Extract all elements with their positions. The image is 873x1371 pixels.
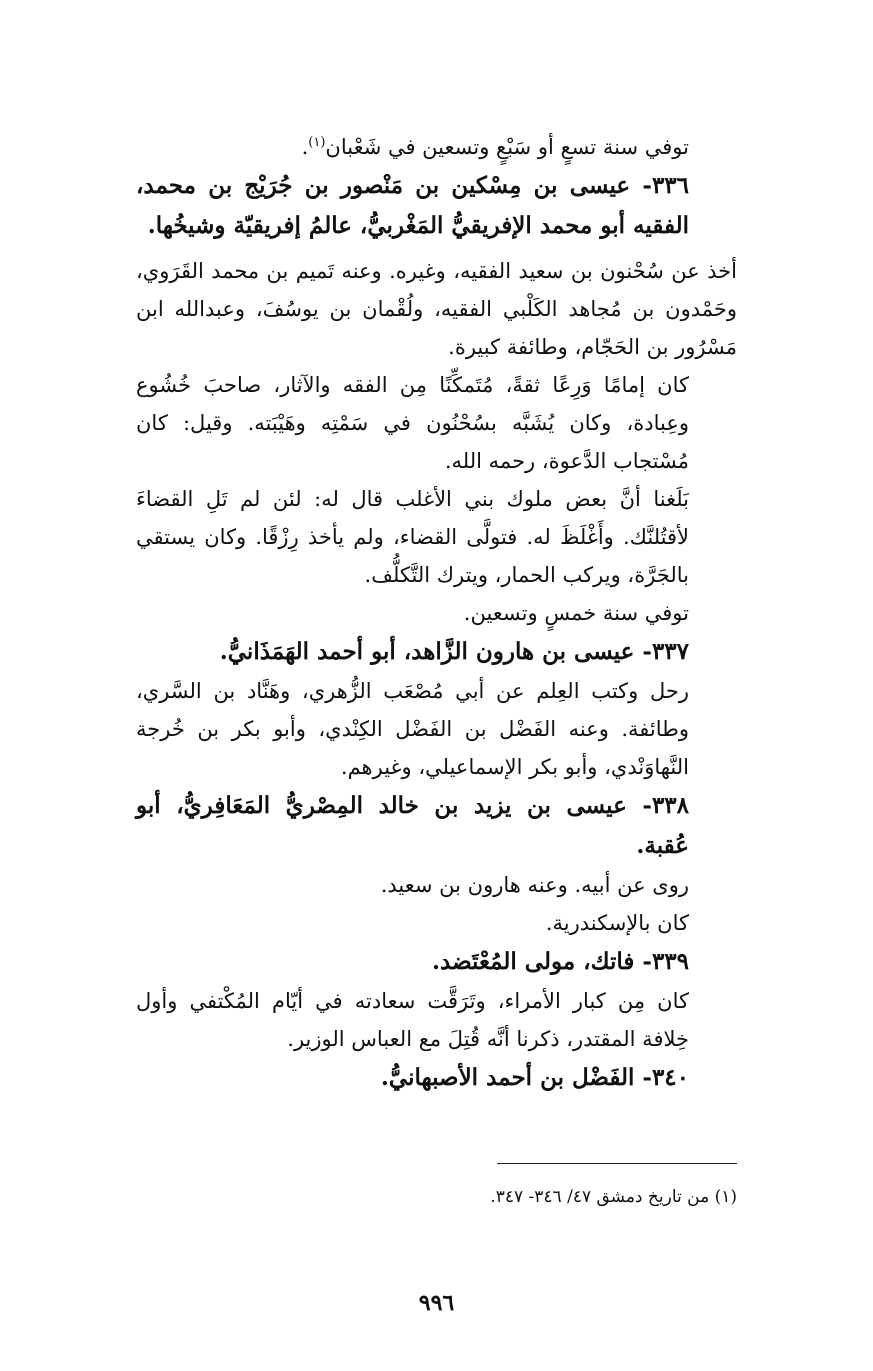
footnote: (١) من تاريخ دمشق ٤٧/ ٣٤٦- ٣٤٧. — [490, 1187, 737, 1207]
entry-338-para-1: روى عن أبيه. وعنه هارون بن سعيد. — [380, 873, 689, 897]
intro-end: . — [301, 135, 309, 159]
entry-336-para-3: بَلَغنا أنَّ بعض ملوك بني الأغلب قال له: لئن لم تَلِ القضاءَ لأقتُلنَّك. وأَغْلَظَ له. فتولَّى القضاء، ولم يأخذ رِزْقًا. وكان يستقي بالجَرَّة، ويركب الحمار، ويترك التَّكلُّف. — [136, 487, 689, 587]
entry-336-para-1: أخذ عن سُحْنون بن سعيد الفقيه، وغيره. وعنه تَميم بن محمد القَرَوي، وحَمْدون بن مُجاهد الكَلْبي الفقيه، ولُقْمان بن يوسُفَ، وعبدالله ابن مَسْرُور بن الحَجّام، وطائفة كبيرة. — [136, 259, 737, 359]
entry-337-para-1: رحل وكتب العِلم عن أبي مُصْعَب الزُّهري، وهَنَّاد بن السَّري، وطائفة. وعنه الفَضْل بن الفَضْل الكِنْدي، وأبو بكر بن خُرجة النَّهاوَنْدي، وأبو بكر الإسماعيلي، وغيرهم. — [136, 679, 689, 779]
entry-339-title: ٣٣٩- فاتك، مولى المُعْتَضد. — [432, 948, 689, 975]
entry-336-para-2: كان إمامًا وَرِعًا ثقةً، مُتَمكِّنًا مِن الفقه والآثار، صاحبَ خُشُوع وعِبادة، وكان يُشَبَّه بسُحْنُون في سَمْتِه وهَيْبَته. وقيل: كان مُسْتجاب الدَّعوة، رحمه الله. — [136, 373, 689, 473]
main-text — [136, 128, 737, 1098]
intro-text: توفي سنة تسعٍ أو سَبْعٍ وتسعين في شَعْبان — [325, 135, 689, 159]
entry-338-para-2: كان بالإسكندرية. — [545, 911, 689, 935]
page-number: ٩٩٦ — [418, 1290, 455, 1316]
footnote-ref: (١) — [308, 135, 326, 150]
entry-338-title: ٣٣٨- عيسى بن يزيد بن خالد المِصْريُّ المَعَافِريُّ، أبو عُقبة. — [136, 792, 689, 859]
entry-339-para-1: كان مِن كبار الأمراء، وتَرَقَّت سعادته في أيّام المُكْتفي وأول خِلافة المقتدر، ذكرنا أنَّه قُتِلَ مع العباس الوزير. — [136, 989, 689, 1051]
intro-line — [136, 128, 737, 166]
entry-340-title: ٣٤٠- الفَضْل بن أحمد الأصبهانيُّ. — [380, 1064, 689, 1091]
entry-336-title: ٣٣٦- عيسى بن مِسْكين بن مَنْصور بن جُرَيْج بن محمد، الفقيه أبو محمد الإفريقيُّ المَغْربيُّ، عالمُ إفريقيّة وشيخُها. — [136, 172, 689, 239]
entry-336-para-4: توفي سنة خمسٍ وتسعين. — [463, 601, 689, 625]
footnote-divider — [497, 1163, 737, 1164]
entry-337-title: ٣٣٧- عيسى بن هارون الزَّاهد، أبو أحمد الهَمَذَانيُّ. — [219, 638, 689, 665]
